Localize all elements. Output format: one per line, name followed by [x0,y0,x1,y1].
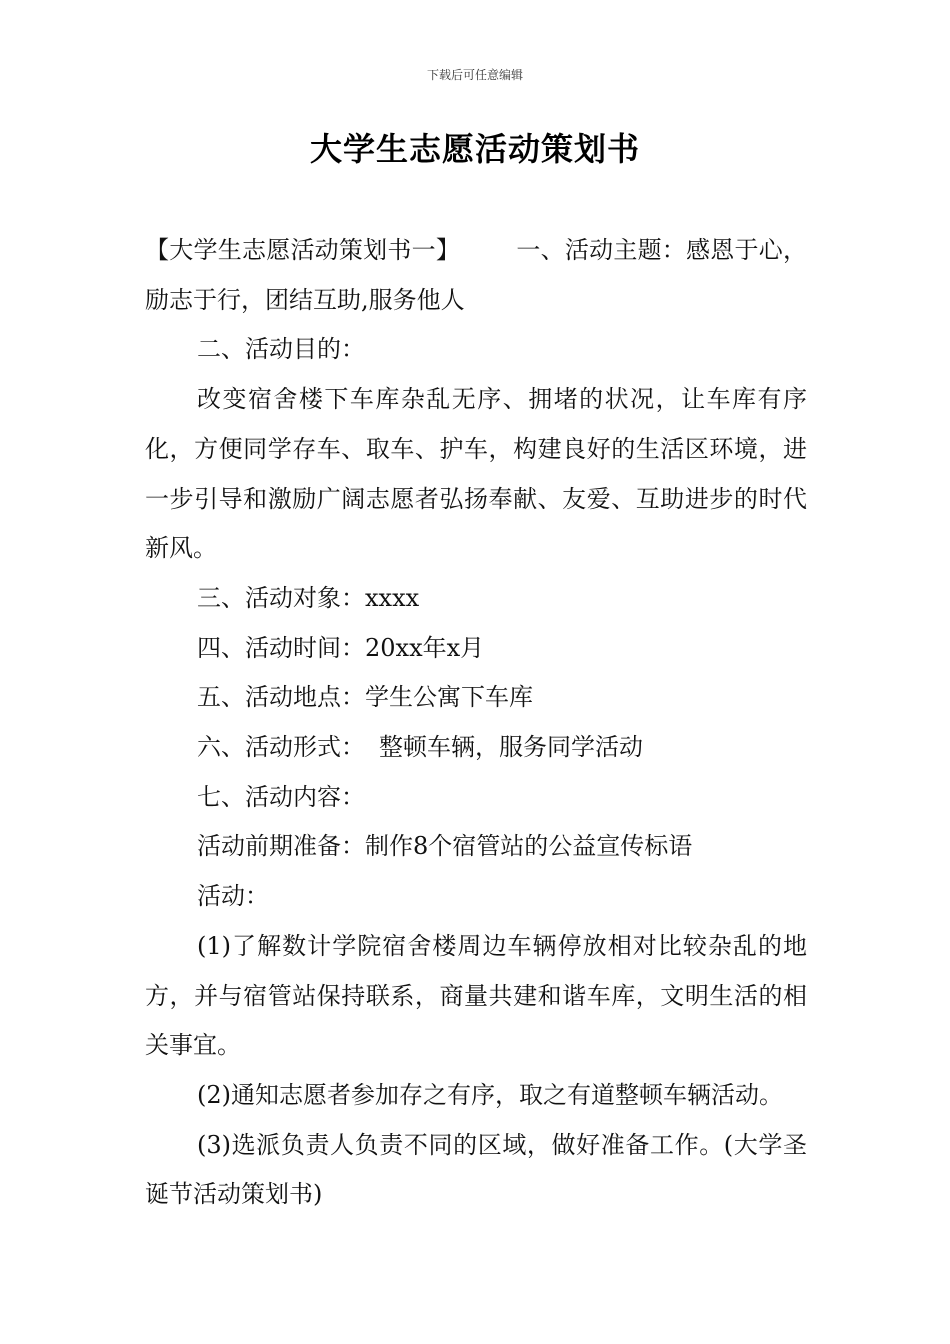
activity-item-1: (1)了解数计学院宿舍楼周边车辆停放相对比较杂乱的地方，并与宿管站保持联系，商量共建和谐车库，文明生活的相关事宜。 [145,931,807,1060]
activity-item-2: (2)通知志愿者参加存之有序，取之有道整顿车辆活动。 [197,1080,783,1109]
form-line [145,723,807,773]
form-label: 六、活动形式： [197,733,365,762]
intro-paragraph [145,226,807,325]
activity-item-3: (3)选派负责人负责不同的区域，做好准备工作。(大学圣诞节活动策划书) [145,1130,807,1209]
document-title: 大学生志愿活动策划书 [309,130,640,168]
content-heading: 七、活动内容： [197,782,365,811]
target-line: 三、活动对象：xxxx [197,583,420,612]
time-line: 四、活动时间：20xx年x月 [197,633,485,662]
location-line: 五、活动地点：学生公寓下车库 [197,683,533,712]
document-body [145,226,807,1220]
purpose-body: 改变宿舍楼下车库杂乱无序、拥堵的状况，让车库有序化，方便同学存车、取车、护车，构建良好的生活区环境，进一步引导和激励广阔志愿者弘扬奉献、友爱、互助进步的时代新风。 [145,385,807,563]
activity-label: 活动： [197,882,269,911]
header-note: 下载后可任意编辑 [426,68,523,82]
purpose-heading: 二、活动目的： [197,335,365,364]
intro-heading: 【大学生志愿活动策划书一】 [145,236,461,264]
prep-line: 活动前期准备：制作8个宿管站的公益宣传标语 [197,832,693,861]
form-value: 整顿车辆，服务同学活动 [379,733,643,762]
theme-line: 一、活动主题：感恩于心，励志于行，团结互助,服务他人 [145,236,808,314]
